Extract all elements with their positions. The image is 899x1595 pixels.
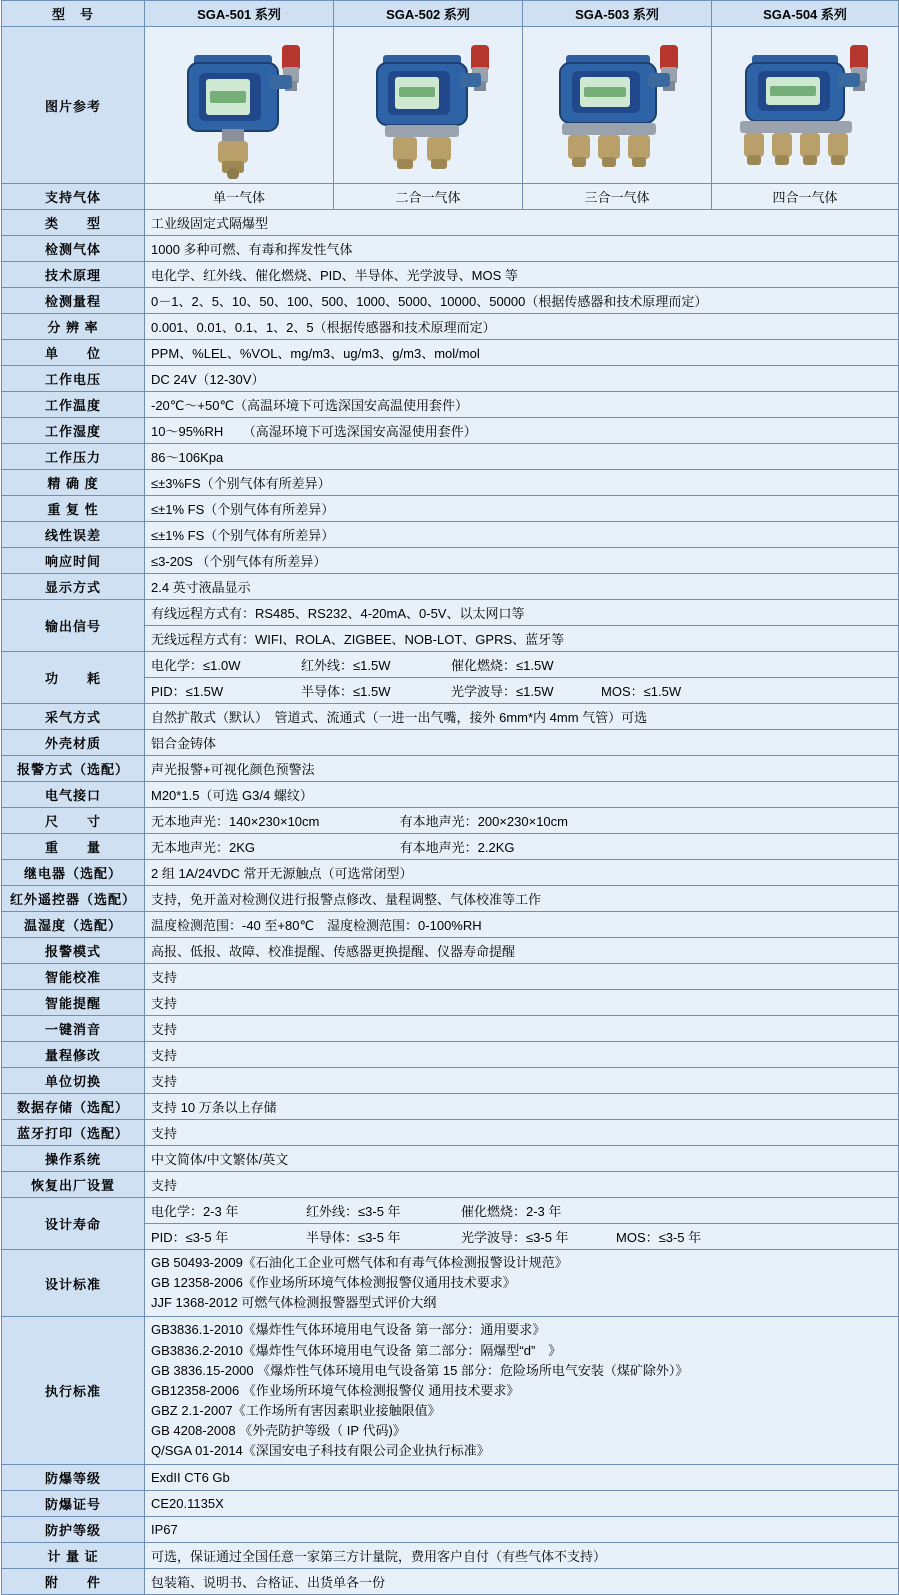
row-label-ex-certificate: 防爆证号: [2, 1491, 145, 1517]
life-electrochemical: 电化学：2-3 年: [151, 1204, 239, 1219]
row-label-accuracy: 精 确 度: [2, 470, 145, 496]
weight-with-alarm: 有本地声光：2.2KG: [399, 840, 515, 855]
design-standard-line-1: GB 50493-2009《石油化工企业可燃气体和有毒气体检测报警设计规范》: [151, 1255, 568, 1270]
row-value-accuracy: ≤±3%FS（个别气体有所差异）: [145, 470, 899, 496]
table-row-accuracy: [2, 470, 899, 496]
row-value-display: 2.4 英寸液晶显示: [145, 574, 899, 600]
row-label-model: 型 号: [2, 1, 145, 27]
row-value-housing: 铝合金铸体: [145, 730, 899, 756]
table-row-alarm-mode-option: [2, 756, 899, 782]
weight-without-alarm: 无本地声光：2KG: [151, 840, 256, 855]
row-value-size: [145, 808, 899, 834]
row-value-humidity: 10～95%RH （高湿环境下可选深国安高湿使用套件）: [145, 418, 899, 444]
row-label-os: 操作系统: [2, 1146, 145, 1172]
row-label-electrical-interface: 电气接口: [2, 782, 145, 808]
row-label-gas-support: 支持气体: [2, 184, 145, 210]
row-label-ex-rating: 防爆等级: [2, 1465, 145, 1491]
model-cell-503: SGA-503 系列: [523, 1, 712, 27]
row-label-linearity: 线性误差: [2, 522, 145, 548]
table-row-unit-switch: [2, 1068, 899, 1094]
table-row-range: [2, 288, 899, 314]
row-label-unit-switch: 单位切换: [2, 1068, 145, 1094]
execution-standard-line-6: GB 4208-2008 《外壳防护等级（ IP 代码)》: [151, 1423, 406, 1439]
row-label-temperature: 工作温度: [2, 392, 145, 418]
row-label-factory-reset: 恢复出厂设置: [2, 1172, 145, 1198]
row-value-ex-rating: ExdII CT6 Gb: [145, 1465, 899, 1491]
size-without-alarm: 无本地声光：140×230×10cm: [151, 814, 320, 829]
row-value-output-wired: 有线远程方式有：RS485、RS232、4-20mA、0-5V、以太网口等: [145, 600, 899, 626]
row-value-repeatability: ≤±1% FS（个别气体有所差异）: [145, 496, 899, 522]
row-label-humidity: 工作湿度: [2, 418, 145, 444]
row-value-output-wireless: 无线远程方式有：WIFI、ROLA、ZIGBEE、NOB-LOT、GPRS、蓝牙等: [145, 626, 899, 652]
power-infrared: 红外线：≤1.5W: [301, 658, 391, 673]
table-row-unit: [2, 340, 899, 366]
gas-detector-illustration-4: [718, 31, 893, 179]
life-mos: MOS：≤3-5 年: [616, 1230, 702, 1245]
row-label-ir-remote: 红外遥控器（选配）: [2, 886, 145, 912]
table-row-ex-rating: [2, 1465, 899, 1491]
execution-standard-line-5: GBZ 2.1-2007《工作场所有害因素职业接触限值》: [151, 1402, 441, 1418]
row-label-range-modify: 量程修改: [2, 1042, 145, 1068]
table-row-temp-humidity-option: [2, 912, 899, 938]
table-row-design-life-1: [2, 1198, 899, 1224]
row-value-temperature: -20℃～+50℃（高温环境下可选深国安高温使用套件）: [145, 392, 899, 418]
row-value-sampling: 自然扩散式（默认） 管道式、流通式（一进一出气嘴，接外 6mm*内 4mm 气管）可选: [145, 704, 899, 730]
table-row-power-1: [2, 652, 899, 678]
row-label-housing: 外壳材质: [2, 730, 145, 756]
row-value-resolution: 0.001、0.01、0.1、1、2、5（根据传感器和技术原理而定）: [145, 314, 899, 340]
row-label-design-life: 设计寿命: [2, 1198, 145, 1250]
row-label-detect-gas: 检测气体: [2, 236, 145, 262]
row-label-voltage: 工作电压: [2, 366, 145, 392]
model-cell-502: SGA-502 系列: [334, 1, 523, 27]
table-row-smart-calibration: [2, 964, 899, 990]
row-value-ip-rating: IP67: [145, 1517, 899, 1543]
life-catalytic: 催化燃烧：2-3 年: [461, 1204, 562, 1219]
row-label-one-key-mute: 一键消音: [2, 1016, 145, 1042]
execution-standard-line-2: GB3836.2-2010《爆炸性气体环境用电气设备 第二部分：隔爆型“d” 》: [151, 1342, 562, 1358]
table-row-metrology-cert: [2, 1543, 899, 1569]
row-value-pressure: 86～106Kpa: [145, 444, 899, 470]
table-row-gas-support: [2, 184, 899, 210]
power-electrochemical: 电化学：≤1.0W: [151, 658, 241, 673]
row-value-smart-calibration: 支持: [145, 964, 899, 990]
row-label-response-time: 响应时间: [2, 548, 145, 574]
row-value-unit-switch: 支持: [145, 1068, 899, 1094]
gas-support-504: 四合一气体: [712, 184, 899, 210]
row-value-voltage: DC 24V（12-30V）: [145, 366, 899, 392]
table-row-accessories: [2, 1569, 899, 1595]
row-label-pressure: 工作压力: [2, 444, 145, 470]
power-optical-waveguide: 光学波导：≤1.5W: [451, 684, 554, 699]
table-row-pressure: [2, 444, 899, 470]
table-row-principle: [2, 262, 899, 288]
row-label-unit: 单 位: [2, 340, 145, 366]
gas-detector-illustration-1: [152, 31, 327, 179]
gas-support-502: 二合一气体: [334, 184, 523, 210]
row-value-electrical-interface: M20*1.5（可选 G3/4 螺纹）: [145, 782, 899, 808]
row-label-execution-standards: 执行标准: [2, 1317, 145, 1465]
row-label-design-standards: 设计标准: [2, 1250, 145, 1317]
table-row-ir-remote: [2, 886, 899, 912]
row-label-principle: 技术原理: [2, 262, 145, 288]
row-value-range-modify: 支持: [145, 1042, 899, 1068]
row-label-alarm-mode-option: 报警方式（选配）: [2, 756, 145, 782]
table-row-design-standards: [2, 1250, 899, 1317]
row-label-ip-rating: 防护等级: [2, 1517, 145, 1543]
row-value-temp-humidity-option: 温度检测范围：-40 至+80℃ 湿度检测范围：0-100%RH: [145, 912, 899, 938]
row-value-one-key-mute: 支持: [145, 1016, 899, 1042]
row-label-range: 检测量程: [2, 288, 145, 314]
table-row-alarm-modes: [2, 938, 899, 964]
gas-support-503: 三合一气体: [523, 184, 712, 210]
row-value-power-line2: [145, 678, 899, 704]
row-value-ex-certificate: CE20.1135X: [145, 1491, 899, 1517]
row-value-alarm-mode-option: 声光报警+可视化颜色预警法: [145, 756, 899, 782]
table-row-ip-rating: [2, 1517, 899, 1543]
row-label-power: 功 耗: [2, 652, 145, 704]
life-semiconductor: 半导体：≤3-5 年: [306, 1230, 401, 1245]
row-label-smart-reminder: 智能提醒: [2, 990, 145, 1016]
table-row-model: [2, 1, 899, 27]
life-optical-waveguide: 光学波导：≤3-5 年: [461, 1230, 569, 1245]
row-label-smart-calibration: 智能校准: [2, 964, 145, 990]
gas-detector-illustration-3: [530, 31, 705, 179]
row-value-detect-gas: 1000 多种可燃、有毒和挥发性气体: [145, 236, 899, 262]
design-standard-line-2: GB 12358-2006《作业场所环境气体检测报警仪通用技术要求》: [151, 1275, 516, 1291]
table-row-repeatability: [2, 496, 899, 522]
table-row-type: [2, 210, 899, 236]
row-label-resolution: 分 辨 率: [2, 314, 145, 340]
row-value-unit: PPM、%LEL、%VOL、mg/m3、ug/m3、g/m3、mol/mol: [145, 340, 899, 366]
row-value-accessories: 包装箱、说明书、合格证、出货单各一份: [145, 1569, 899, 1595]
table-row-factory-reset: [2, 1172, 899, 1198]
row-value-design-life-line1: [145, 1198, 899, 1224]
row-value-type: 工业级固定式隔爆型: [145, 210, 899, 236]
row-label-metrology-cert: 计 量 证: [2, 1543, 145, 1569]
table-row-images: [2, 27, 899, 184]
row-label-output-signal: 输出信号: [2, 600, 145, 652]
table-row-os: [2, 1146, 899, 1172]
model-cell-504: SGA-504 系列: [712, 1, 899, 27]
row-value-bluetooth-print: 支持: [145, 1120, 899, 1146]
power-mos: MOS：≤1.5W: [601, 684, 682, 699]
table-row-one-key-mute: [2, 1016, 899, 1042]
life-infrared: 红外线：≤3-5 年: [306, 1204, 401, 1219]
row-value-metrology-cert: 可选，保证通过全国任意一家第三方计量院，费用客户自付（有些气体不支持）: [145, 1543, 899, 1569]
life-pid: PID：≤3-5 年: [151, 1230, 229, 1245]
table-row-smart-reminder: [2, 990, 899, 1016]
table-row-temperature: [2, 392, 899, 418]
execution-standard-line-7: Q/SGA 01-2014《深国安电子科技有限公司企业执行标准》: [151, 1443, 490, 1459]
row-label-relay: 继电器（选配）: [2, 860, 145, 886]
table-row-resolution: [2, 314, 899, 340]
table-row-data-storage: [2, 1094, 899, 1120]
table-row-humidity: [2, 418, 899, 444]
power-semiconductor: 半导体：≤1.5W: [301, 684, 391, 699]
device-image-502: [334, 27, 523, 184]
row-value-ir-remote: 支持，免开盖对检测仪进行报警点修改、量程调整、气体校准等工作: [145, 886, 899, 912]
row-label-weight: 重 量: [2, 834, 145, 860]
row-value-principle: 电化学、红外线、催化燃烧、PID、半导体、光学波导、MOS 等: [145, 262, 899, 288]
row-label-type: 类 型: [2, 210, 145, 236]
execution-standard-line-4: GB12358-2006 《作业场所环境气体检测报警仪 通用技术要求》: [151, 1382, 520, 1398]
table-row-response-time: [2, 548, 899, 574]
specification-table: [1, 0, 899, 1595]
row-label-alarm-modes: 报警模式: [2, 938, 145, 964]
table-row-size: [2, 808, 899, 834]
device-image-501: [145, 27, 334, 184]
row-label-display: 显示方式: [2, 574, 145, 600]
design-standard-line-3: JJF 1368-2012 可燃气体检测报警器型式评价大纲: [151, 1295, 437, 1311]
table-row-execution-standards: [2, 1317, 899, 1465]
row-label-sampling: 采气方式: [2, 704, 145, 730]
gas-support-501: 单一气体: [145, 184, 334, 210]
table-row-linearity: [2, 522, 899, 548]
row-value-data-storage: 支持 10 万条以上存储: [145, 1094, 899, 1120]
table-row-weight: [2, 834, 899, 860]
row-value-linearity: ≤±1% FS（个别气体有所差异）: [145, 522, 899, 548]
table-row-bluetooth-print: [2, 1120, 899, 1146]
table-row-range-modify: [2, 1042, 899, 1068]
execution-standard-line-3: GB 3836.15-2000 《爆炸性气体环境用电气设备第 15 部分：危险场所电气安装（煤矿除外）》: [151, 1362, 689, 1378]
row-value-power-line1: [145, 652, 899, 678]
row-label-image-reference: 图片参考: [2, 27, 145, 184]
row-value-design-life-line2: [145, 1224, 899, 1250]
row-value-alarm-modes: 高报、低报、故障、校准提醒、传感器更换提醒、仪器寿命提醒: [145, 938, 899, 964]
row-value-response-time: ≤3-20S （个别气体有所差异）: [145, 548, 899, 574]
row-value-execution-standards: [145, 1317, 899, 1465]
row-label-data-storage: 数据存储（选配）: [2, 1094, 145, 1120]
power-pid: PID：≤1.5W: [151, 684, 224, 699]
row-value-range: 0－1、2、5、10、50、100、500、1000、5000、10000、50000（根据传感器和技术原理而定）: [145, 288, 899, 314]
table-row-ex-certificate: [2, 1491, 899, 1517]
row-value-smart-reminder: 支持: [145, 990, 899, 1016]
execution-standard-line-1: GB3836.1-2010《爆炸性气体环境用电气设备 第一部分：通用要求》: [151, 1322, 546, 1338]
table-row-output-signal-1: [2, 600, 899, 626]
row-value-os: 中文简体/中文繁体/英文: [145, 1146, 899, 1172]
row-label-temp-humidity-option: 温湿度（选配）: [2, 912, 145, 938]
power-catalytic: 催化燃烧：≤1.5W: [451, 658, 554, 673]
table-row-sampling: [2, 704, 899, 730]
device-image-504: [712, 27, 899, 184]
model-cell-501: SGA-501 系列: [145, 1, 334, 27]
row-label-repeatability: 重 复 性: [2, 496, 145, 522]
table-row-electrical-interface: [2, 782, 899, 808]
gas-detector-illustration-2: [341, 31, 516, 179]
row-label-bluetooth-print: 蓝牙打印（选配）: [2, 1120, 145, 1146]
row-value-factory-reset: 支持: [145, 1172, 899, 1198]
row-value-weight: [145, 834, 899, 860]
table-row-housing: [2, 730, 899, 756]
row-label-accessories: 附 件: [2, 1569, 145, 1595]
size-with-alarm: 有本地声光：200×230×10cm: [399, 814, 568, 829]
table-row-relay: [2, 860, 899, 886]
row-label-size: 尺 寸: [2, 808, 145, 834]
row-value-design-standards: [145, 1250, 899, 1317]
row-value-relay: 2 组 1A/24VDC 常开无源触点（可选常闭型）: [145, 860, 899, 886]
table-row-voltage: [2, 366, 899, 392]
table-row-display: [2, 574, 899, 600]
device-image-503: [523, 27, 712, 184]
table-row-detect-gas: [2, 236, 899, 262]
